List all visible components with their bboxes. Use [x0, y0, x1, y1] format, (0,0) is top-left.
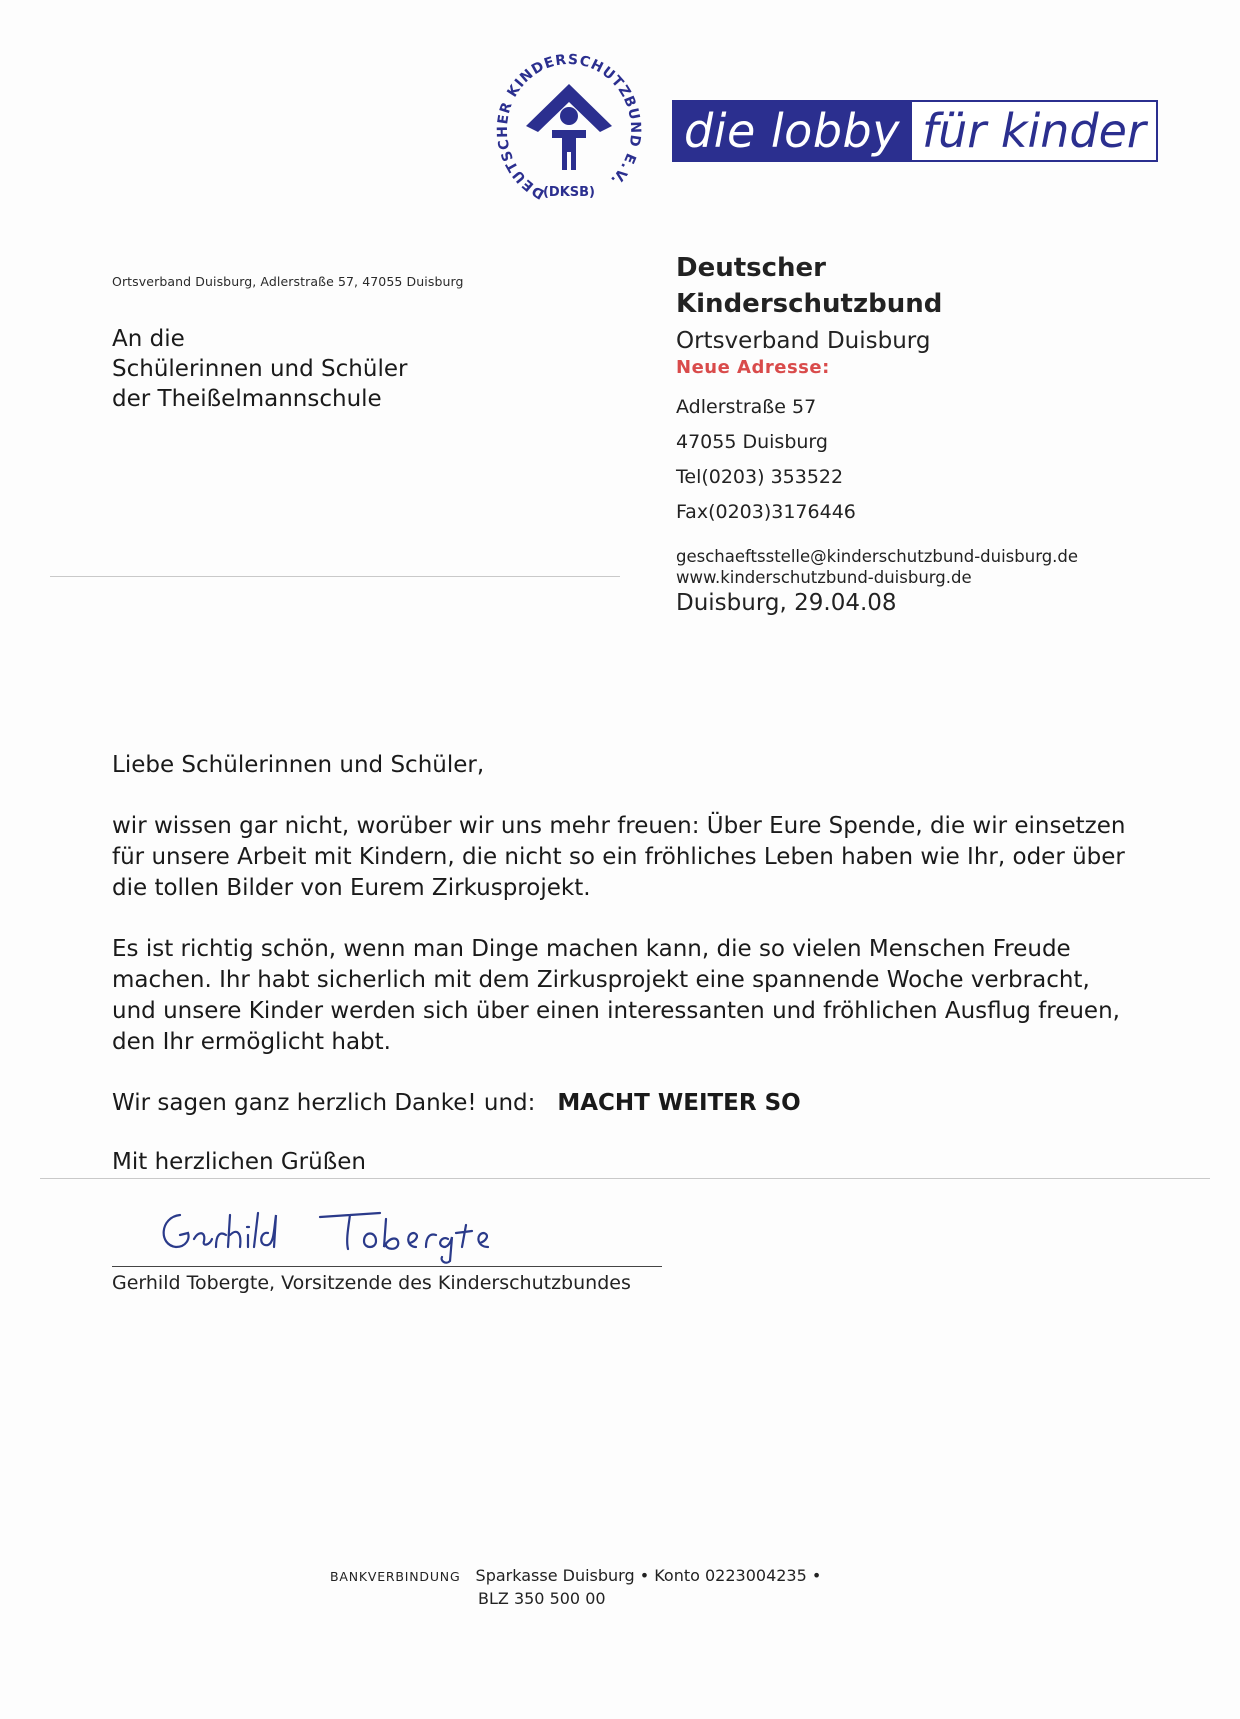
website-link[interactable]: www.kinderschutzbund-duisburg.de — [676, 568, 972, 587]
salutation: Liebe Schülerinnen und Schüler, — [112, 752, 485, 778]
closing: Mit herzlichen Grüßen — [112, 1149, 366, 1175]
letter-date: Duisburg, 29.04.08 — [676, 590, 897, 616]
bank-details: Sparkasse Duisburg • Konto 0223004235 • — [475, 1566, 822, 1585]
bank-label: BANKVERBINDUNG — [330, 1569, 461, 1584]
fax: Fax(0203)3176446 — [676, 501, 856, 523]
paragraph-2: Es ist richtig schön, wenn man Dinge machen kann, die so vielen Menschen Freude machen. Ihr habt sicherlich mit dem Zirkusprojekt eine spannende Woche verbracht, und unsere Kinder werden sich über einen interessanten und fröhlichen Ausflug freuen, den Ihr ermöglicht habt. — [112, 936, 1120, 1055]
bank-line — [330, 1565, 821, 1588]
return-address: Ortsverband Duisburg, Adlerstraße 57, 47055 Duisburg — [112, 274, 464, 289]
slogan-left: die lobby — [672, 100, 912, 162]
recipient-line: der Theißelmannschule — [112, 386, 382, 412]
svg-text:DEUTSCHER KINDERSCHUTZBUND E.V: DEUTSCHER KINDERSCHUTZBUND E.V. — [494, 51, 644, 202]
web-block — [676, 546, 1078, 588]
telephone: Tel(0203) 353522 — [676, 466, 844, 488]
org-name — [676, 250, 1078, 322]
fold-line — [50, 576, 620, 577]
org-branch: Ortsverband Duisburg — [676, 328, 931, 354]
org-name-line2: Kinderschutzbund — [676, 289, 943, 319]
letter-body — [112, 750, 1132, 1149]
new-address-label: Neue Adresse: — [676, 357, 830, 378]
street: Adlerstraße 57 — [676, 396, 817, 418]
bank-footer — [330, 1565, 821, 1610]
paragraph-1: wir wissen gar nicht, worüber wir uns mehr freuen: Über Eure Spende, die wir einsetzen für unsere Arbeit mit Kindern, die nicht so ein fröhliches Leben haben wie Ihr, oder über die tollen Bilder von Eurem Zirkusprojekt. — [112, 813, 1126, 901]
contact-lines — [676, 390, 1078, 530]
thanks-line — [112, 1088, 1132, 1119]
recipient-line: Schülerinnen und Schüler — [112, 356, 408, 382]
svg-text:(DKSB): (DKSB) — [542, 185, 596, 200]
recipient-line: An die — [112, 326, 185, 352]
email-link[interactable]: geschaeftsstelle@kinderschutzbund-duisburg.de — [676, 547, 1079, 566]
thanks-text: Wir sagen ganz herzlich Danke! und: — [112, 1090, 536, 1116]
slogan-right: für kinder — [912, 100, 1158, 162]
handwritten-signature — [150, 1195, 530, 1265]
thanks-bold: MACHT WEITER SO — [557, 1090, 801, 1116]
signer-name: Gerhild Tobergte, Vorsitzende des Kinderschutzbundes — [112, 1272, 631, 1294]
slogan-logo — [672, 100, 1158, 162]
sender-block — [676, 250, 1078, 616]
blz: BLZ 350 500 00 — [478, 1589, 606, 1608]
dksb-seal-logo — [494, 46, 644, 211]
org-name-line1: Deutscher — [676, 253, 827, 283]
fold-line — [40, 1178, 1210, 1179]
city: 47055 Duisburg — [676, 431, 828, 453]
recipient-block — [112, 324, 407, 414]
signature-line — [112, 1266, 662, 1267]
